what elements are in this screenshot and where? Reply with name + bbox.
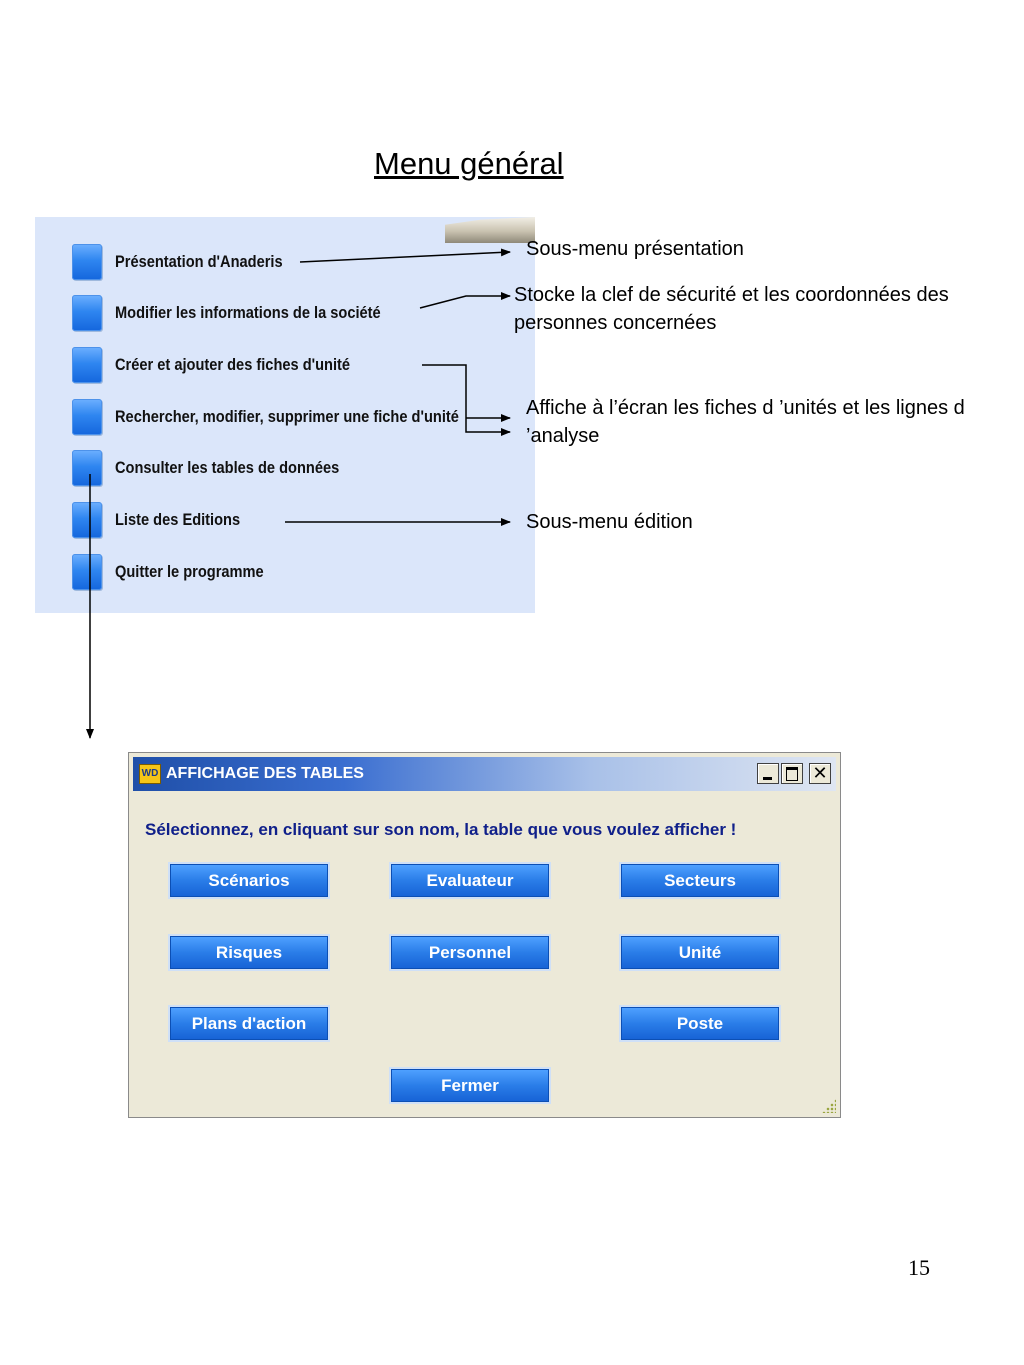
arrow-fiches-1 (422, 365, 510, 432)
annotation-edition: Sous-menu édition (526, 511, 693, 533)
unite-button[interactable]: Unité (621, 936, 779, 969)
page-number: 15 (908, 1255, 930, 1280)
evaluateur-button[interactable]: Evaluateur (391, 864, 549, 897)
maximize-button[interactable] (781, 763, 803, 784)
menu-item-label[interactable]: Créer et ajouter des fiches d'unité (115, 355, 351, 374)
arrow-presentation (300, 252, 510, 262)
close-icon: ✕ (812, 763, 828, 784)
menu-item-label[interactable]: Liste des Editions (115, 510, 241, 529)
plans-action-button[interactable]: Plans d'action (170, 1007, 328, 1040)
close-button[interactable] (809, 763, 831, 784)
resize-grip[interactable] (822, 1099, 836, 1113)
page-title: Menu général (374, 146, 564, 181)
menu-item-label[interactable]: Rechercher, modifier, supprimer une fiche d'unité (115, 407, 459, 426)
minimize-button[interactable] (757, 763, 779, 784)
menu-item-label[interactable]: Présentation d'Anaderis (115, 252, 283, 271)
menu-item-label[interactable]: Modifier les informations de la société (115, 303, 381, 322)
annotation-presentation: Sous-menu présentation (526, 238, 744, 260)
scenarios-button[interactable]: Scénarios (170, 864, 328, 897)
app-icon: WD (139, 764, 161, 784)
dialog-titlebar[interactable] (133, 757, 836, 791)
affichage-tables-dialog (128, 752, 841, 1118)
menu-item-label[interactable]: Consulter les tables de données (115, 458, 340, 477)
poste-button[interactable]: Poste (621, 1007, 779, 1040)
personnel-button[interactable]: Personnel (391, 936, 549, 969)
dialog-instruction: Sélectionnez, en cliquant sur son nom, la table que vous voulez afficher ! (145, 820, 737, 839)
risques-button[interactable]: Risques (170, 936, 328, 969)
arrow-securite (420, 296, 510, 308)
annotation-fiches: Affiche à l’écran les fiches d ’unités et les lignes d ’analyse (526, 397, 965, 447)
annotation-securite: Stocke la clef de sécurité et les coordonnées des personnes concernées (514, 284, 949, 334)
menu-item-label[interactable]: Quitter le programme (115, 562, 264, 581)
fermer-button[interactable]: Fermer (391, 1069, 549, 1102)
secteurs-button[interactable]: Secteurs (621, 864, 779, 897)
dialog-title: AFFICHAGE DES TABLES (166, 765, 364, 782)
